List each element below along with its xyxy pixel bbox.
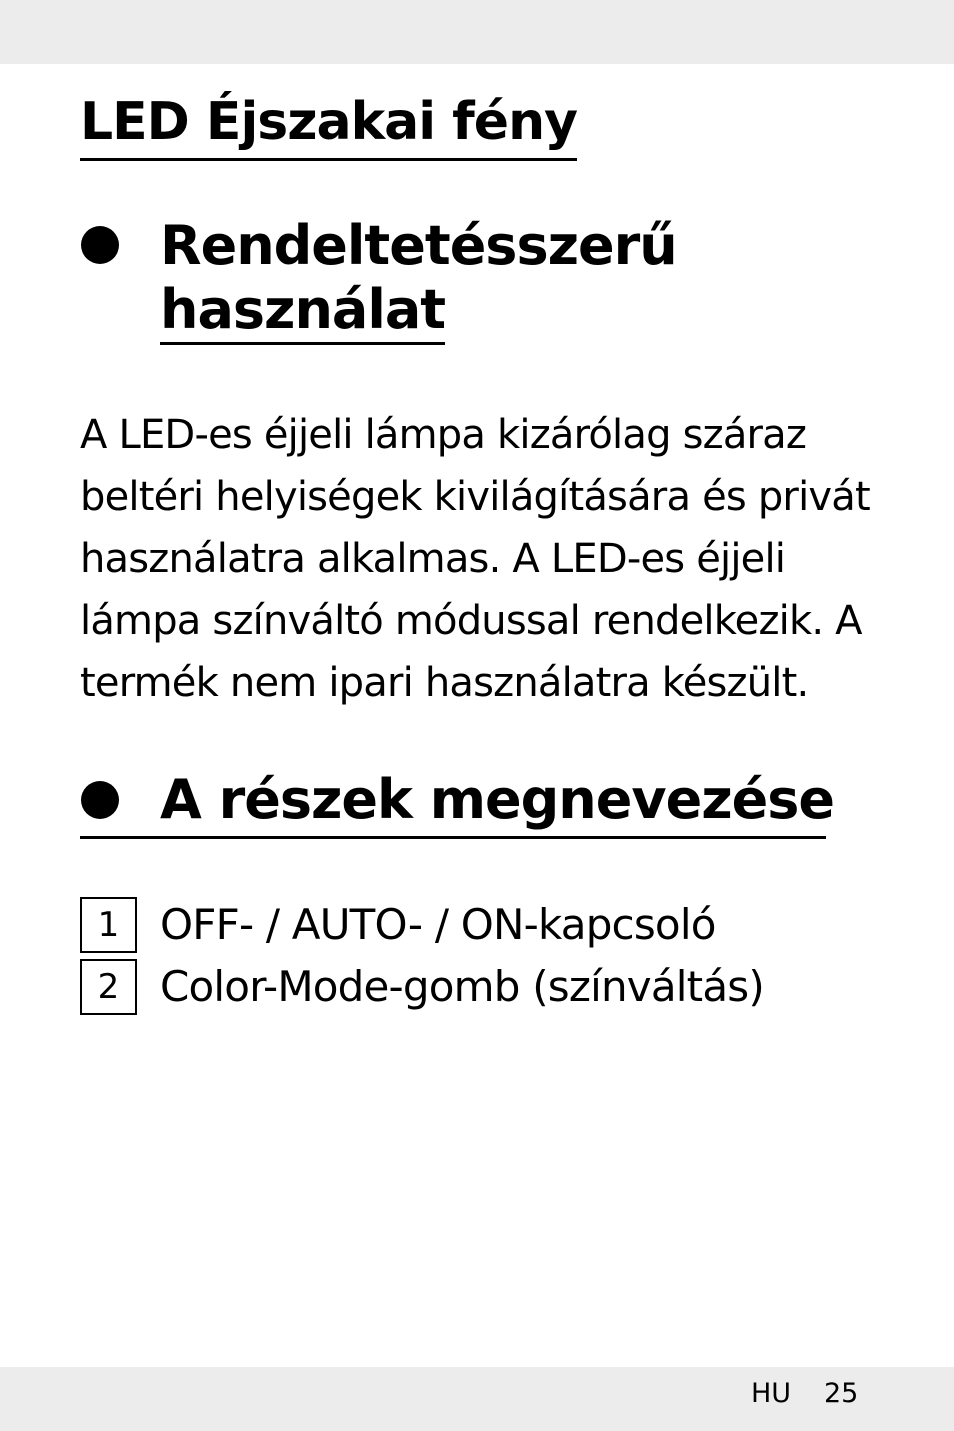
part-label: Color-Mode-gomb (színváltás) <box>160 962 764 1011</box>
page-number: 25 <box>824 1378 859 1409</box>
paragraph-line: lámpa színváltó módussal rendelkezik. A <box>80 598 862 644</box>
paragraph-line: A LED-es éjjeli lámpa kizárólag száraz <box>80 412 807 458</box>
section-bullet-icon <box>81 226 119 264</box>
header-band <box>0 0 954 64</box>
paragraph-line: beltéri helyiségek kivilágítására és privát <box>80 474 870 520</box>
heading-line: használat <box>160 278 445 345</box>
part-number-box: 2 <box>80 959 137 1015</box>
footer-language: HU <box>751 1378 792 1409</box>
part-label: OFF- / AUTO- / ON-kapcsoló <box>160 900 716 949</box>
parts-list-item <box>80 959 764 1015</box>
section-heading-intended-use <box>160 214 677 345</box>
intended-use-paragraph <box>80 404 870 714</box>
section-divider <box>80 836 826 839</box>
heading-line: Rendeltetésszerű <box>160 214 677 277</box>
part-number-box: 1 <box>80 897 137 953</box>
paragraph-line: használatra alkalmas. A LED-es éjjeli <box>80 536 786 582</box>
page-title: LED Éjszakai fény <box>80 86 577 161</box>
footer-band <box>0 1367 954 1431</box>
parts-list-item <box>80 897 716 953</box>
section-heading-parts <box>160 768 834 832</box>
paragraph-line: termék nem ipari használatra készült. <box>80 660 809 706</box>
heading-line: A részek megnevezése <box>160 768 835 831</box>
section-bullet-icon <box>81 781 119 819</box>
